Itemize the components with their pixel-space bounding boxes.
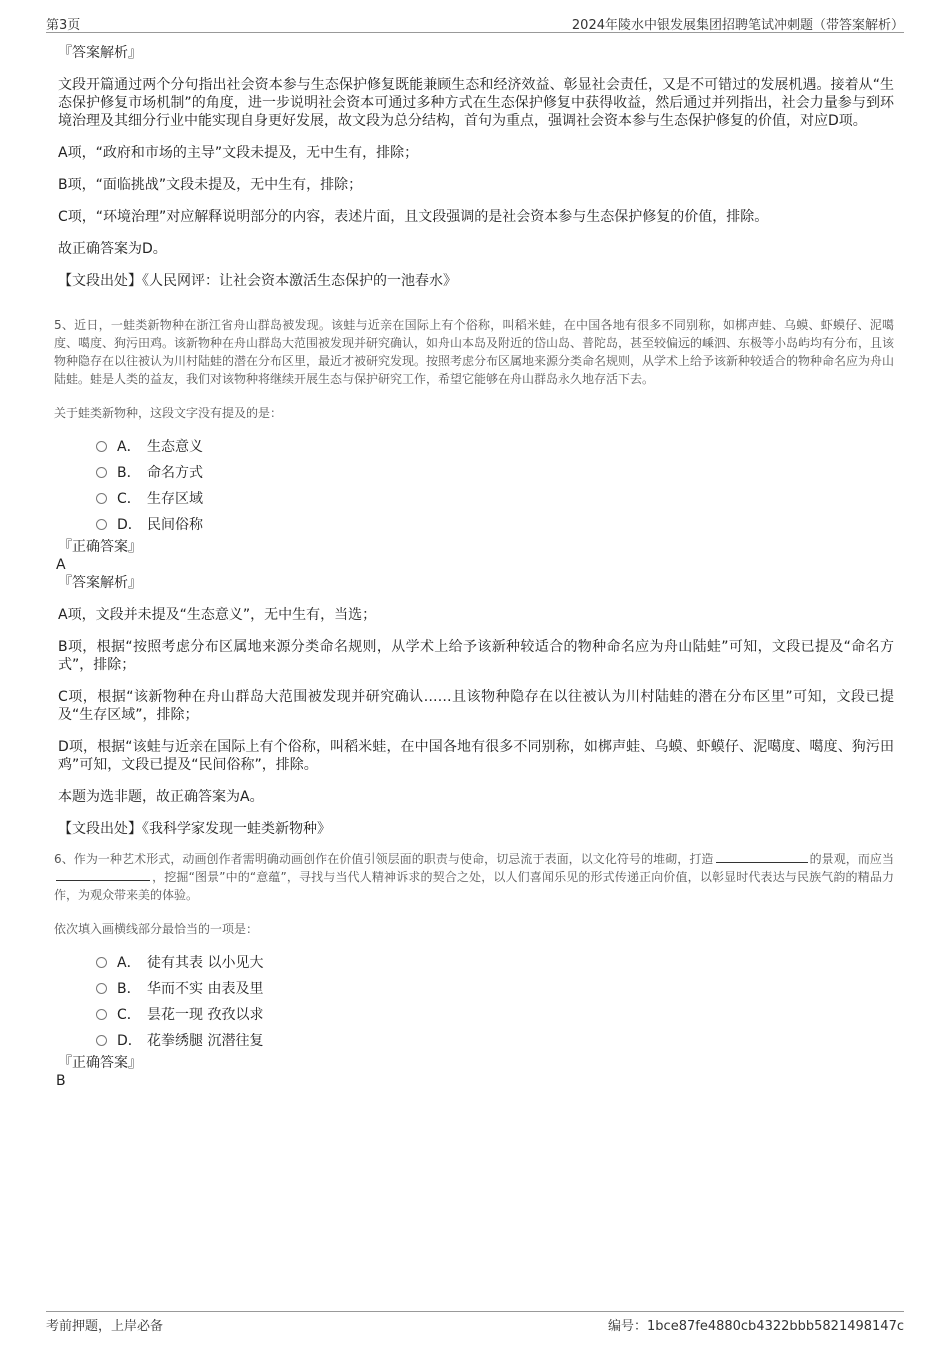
q6-option-c[interactable]: C． 昙花一现 孜孜以求 bbox=[96, 1002, 894, 1028]
footer-slogan: 考前押题，上岸必备 bbox=[46, 1319, 164, 1334]
q5-option-d[interactable]: D． 民间俗称 bbox=[96, 512, 894, 538]
radio-icon[interactable] bbox=[96, 957, 107, 968]
q4-analysis-label: 『答案解析』 bbox=[58, 45, 142, 61]
q5-stem: 5、近日，一蛙类新物种在浙江省舟山群岛被发现。该蛙与近亲在国际上有个俗称，叫稻米蛙，在中国各地有很多不同别称，如梆声蛙、乌蟆、虾蟆仔、泥噶度、噶度、狗污田鸡。该新物种在舟山群岛大范围被发现并研究确认，如舟山本岛及附近的岱山岛、普陀岛，甚至较偏远的嵊泗、东极等小岛屿均有分布，且该物种隐存在以往被认为川村陆蛙的潜在分布区里，最近才被研究发现。按照考虑分布区属地来源分类命名规则，从学术上给予该新种较适合的物种命名应为舟山陆蛙。蛙是人类的益友，我们对该物种将继续开展生态与保护研究工作，希望它能够在舟山群岛永久地存活下去。 bbox=[54, 318, 895, 386]
radio-icon[interactable] bbox=[96, 1009, 107, 1020]
q4-option-b-analysis: B项，“面临挑战”文段未提及，无中生有，排除； bbox=[58, 177, 363, 193]
q5-source: 【文段出处】《我科学家发现一蛙类新物种》 bbox=[58, 821, 331, 837]
q6-option-d[interactable]: D． 花拳绣腿 沉潜往复 bbox=[96, 1028, 894, 1054]
q5-answer: A bbox=[56, 557, 66, 573]
page-number: 第3页 bbox=[46, 18, 81, 33]
q5-option-a[interactable]: A． 生态意义 bbox=[96, 434, 894, 460]
q5-prompt: 关于蛙类新物种，这段文字没有提及的是： bbox=[54, 406, 283, 420]
q5-conclusion: 本题为选非题，故正确答案为A。 bbox=[58, 789, 264, 805]
radio-icon[interactable] bbox=[96, 1035, 107, 1046]
radio-icon[interactable] bbox=[96, 493, 107, 504]
fill-blank-2 bbox=[56, 868, 150, 881]
q6-option-a[interactable]: A． 徒有其表 以小见大 bbox=[96, 950, 894, 976]
page-header bbox=[46, 12, 904, 33]
q4-source: 【文段出处】《人民网评：让社会资本激活生态保护的一池春水》 bbox=[58, 273, 457, 289]
document-body bbox=[54, 44, 894, 1090]
fill-blank-1 bbox=[716, 850, 808, 863]
question-5 bbox=[54, 316, 894, 838]
q5-analysis-label: 『答案解析』 bbox=[58, 575, 142, 591]
page-footer bbox=[46, 1311, 904, 1336]
q6-answer: B bbox=[56, 1073, 66, 1089]
q4-option-a-analysis: A项，“政府和市场的主导”文段未提及，无中生有，排除； bbox=[58, 145, 419, 161]
q5-option-a-analysis: A项，文段并未提及“生态意义”，无中生有，当选； bbox=[58, 607, 377, 623]
document-code: 编号：1bce87fe4880cb4322bbb5821498147c bbox=[608, 1319, 904, 1334]
radio-icon[interactable] bbox=[96, 983, 107, 994]
q4-option-c-analysis: C项，“环境治理”对应解释说明部分的内容，表述片面，且文段强调的是社会资本参与生态保护修复的价值，排除。 bbox=[58, 209, 769, 225]
q6-correct-label: 『正确答案』 bbox=[58, 1055, 142, 1071]
q4-analysis bbox=[54, 44, 894, 290]
q6-option-b[interactable]: B． 华而不实 由表及里 bbox=[96, 976, 894, 1002]
radio-icon[interactable] bbox=[96, 441, 107, 452]
q5-correct-label: 『正确答案』 bbox=[58, 539, 142, 555]
radio-icon[interactable] bbox=[96, 467, 107, 478]
radio-icon[interactable] bbox=[96, 519, 107, 530]
q5-option-b[interactable]: B． 命名方式 bbox=[96, 460, 894, 486]
q6-prompt: 依次填入画横线部分最恰当的一项是： bbox=[54, 922, 259, 936]
q5-option-d-analysis: D项，根据“该蛙与近亲在国际上有个俗称，叫稻米蛙，在中国各地有很多不同别称，如梆声蛙、乌蟆、虾蟆仔、泥噶度、噶度、狗污田鸡”可知，文段已提及“民间俗称”，排除。 bbox=[58, 739, 894, 773]
q4-conclusion: 故正确答案为D。 bbox=[58, 241, 167, 257]
q4-analysis-para: 文段开篇通过两个分句指出社会资本参与生态保护修复既能兼顾生态和经济效益、彰显社会责任，又是不可错过的发展机遇。接着从“生态保护修复市场机制”的角度，进一步说明社会资本可通过多种方式在生态保护修复中获得收益，然后通过并列指出，社会力量参与到环境治理及其细分行业中能实现自身更好发展，故文段为总分结构，首句为重点，强调社会资本参与生态保护修复的价值，对应D项。 bbox=[58, 77, 894, 129]
q6-options bbox=[96, 950, 894, 1054]
document-title: 2024年陵水中银发展集团招聘笔试冲刺题（带答案解析） bbox=[571, 18, 904, 33]
q5-options bbox=[96, 434, 894, 538]
q5-option-b-analysis: B项，根据“按照考虑分布区属地来源分类命名规则，从学术上给予该新种较适合的物种命名应为舟山陆蛙”可知，文段已提及“命名方式”，排除； bbox=[58, 639, 894, 673]
question-6 bbox=[54, 850, 894, 1090]
q5-option-c-analysis: C项，根据“该新物种在舟山群岛大范围被发现并研究确认……且该物种隐存在以往被认为川村陆蛙的潜在分布区里”可知，文段已提及“生存区域”，排除； bbox=[58, 689, 894, 723]
q5-option-c[interactable]: C． 生存区域 bbox=[96, 486, 894, 512]
q6-stem: 6、作为一种艺术形式，动画创作者需明确动画创作在价值引领层面的职责与使命，切忌流于表面，以文化符号的堆砌，打造 的景观，而应当，挖掘“图景”中的“意蕴”，寻找与当代人精神诉求的契合之处，以人们喜闻乐见的形式传递正向价值，以彰显时代表达与民族气韵的精品力作，为观众带来美的体验。 bbox=[54, 852, 894, 902]
